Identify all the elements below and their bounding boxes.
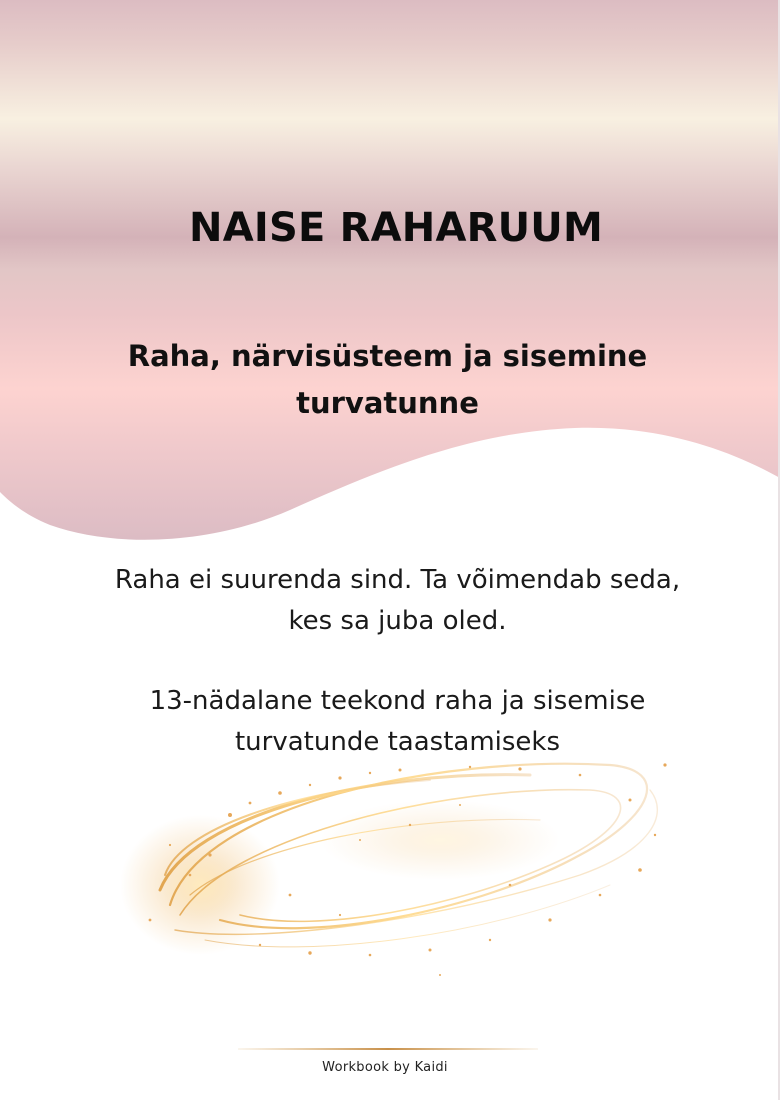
cover-subtitle: Raha, närvisüsteem ja sisemine turvatunne [127, 339, 648, 420]
cover-quote: Raha ei suurenda sind. Ta võimendab seda, kes sa juba oled. [114, 565, 681, 636]
gold-divider-line [238, 1045, 538, 1053]
footer-credit: Workbook by Kaidi [322, 1060, 448, 1075]
program-description: 13-nädalane teekond raha ja sisemise turvatunde taastamiseks [149, 686, 646, 757]
cover-title: NAISE RAHARUUM [189, 205, 603, 251]
gold-swirl-icon [110, 745, 690, 1005]
